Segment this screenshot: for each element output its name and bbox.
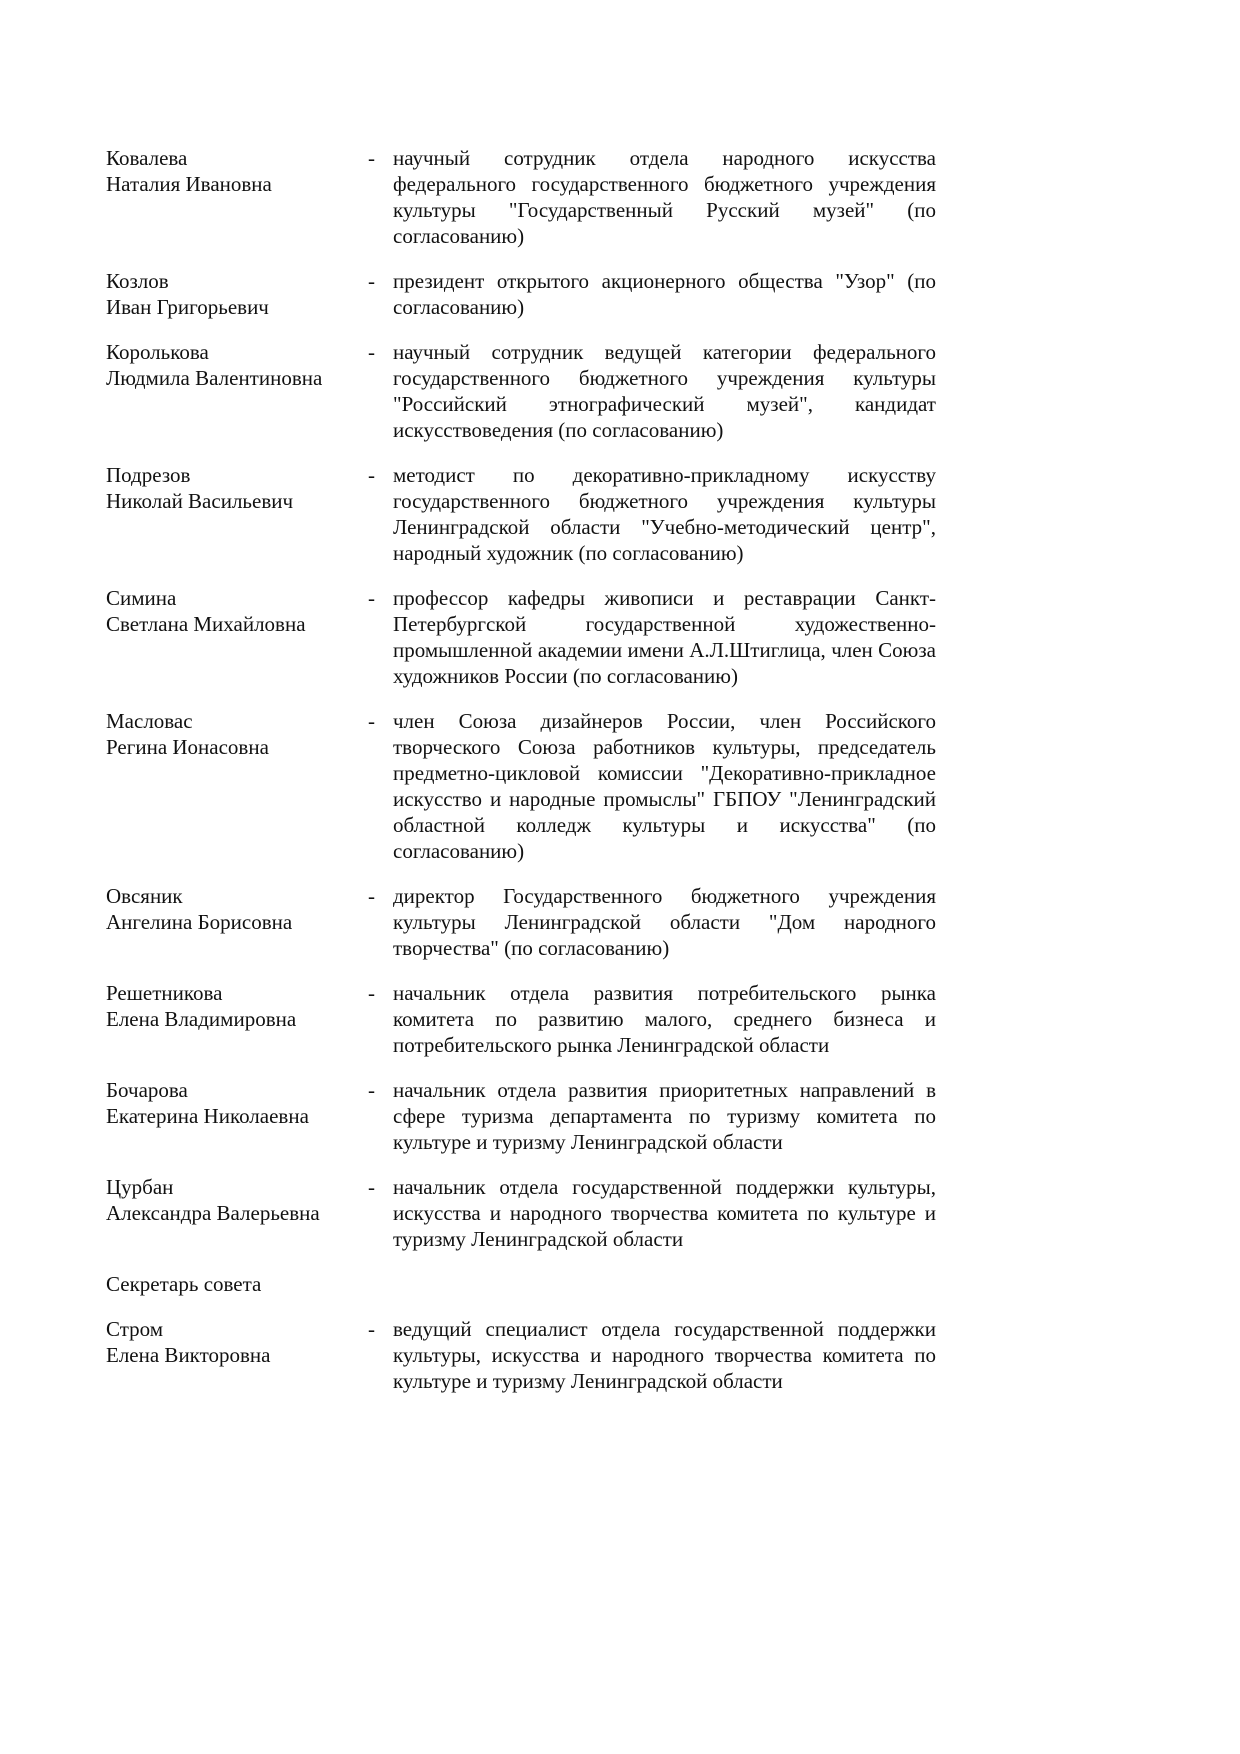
member-description: профессор кафедры живописи и реставрации Санкт-Петербургской государственной художественно-промышленной академии имени А.Л.Штиглица, член Союза художников России (по согласованию)	[393, 586, 936, 688]
member-description: начальник отдела развития приоритетных направлений в сфере туризма департамента по туризму комитета по культуре и туризму Ленинградской области	[393, 1078, 936, 1154]
member-description: директор Государственного бюджетного учреждения культуры Ленинградской области "Дом народного творчества" (по согласованию)	[393, 884, 936, 960]
dash-separator: -	[368, 1175, 375, 1199]
dash-separator: -	[368, 1078, 375, 1102]
member-given-name: Наталия Ивановна	[106, 172, 272, 196]
member-description: начальник отдела развития потребительского рынка комитета по развитию малого, среднего бизнеса и потребительского рынка Ленинградской области	[393, 981, 936, 1057]
member-given-name: Регина Ионасовна	[106, 735, 269, 759]
member-name	[106, 145, 368, 249]
member-entry	[106, 883, 936, 961]
member-description: президент открытого акционерного общества "Узор" (по согласованию)	[393, 269, 936, 319]
dash-separator: -	[368, 340, 375, 364]
secretary-section-title: Секретарь совета	[106, 1272, 262, 1296]
member-description: член Союза дизайнеров России, член Российского творческого Союза работников культуры, председатель предметно-цикловой комиссии "Декоративно-прикладное искусство и народные промыслы" ГБПОУ "Ленинградский областной колледж культуры и искусства" (по согласованию)	[393, 709, 936, 863]
member-given-name: Иван Григорьевич	[106, 295, 269, 319]
member-entry	[106, 708, 936, 864]
member-given-name: Светлана Михайловна	[106, 612, 306, 636]
member-name	[106, 708, 368, 864]
member-surname: Королькова	[106, 340, 209, 364]
member-name	[106, 883, 368, 961]
member-surname: Козлов	[106, 269, 169, 293]
dash-separator: -	[368, 146, 375, 170]
member-surname: Подрезов	[106, 463, 191, 487]
member-surname: Овсяник	[106, 884, 183, 908]
member-entry	[106, 462, 936, 566]
member-surname: Симина	[106, 586, 177, 610]
member-name	[106, 1316, 368, 1394]
secretary-entry	[106, 1316, 936, 1394]
dash-separator: -	[368, 463, 375, 487]
member-name	[106, 1077, 368, 1155]
member-description: методист по декоративно-прикладному искусству государственного бюджетного учреждения культуры Ленинградской области "Учебно-методический центр", народный художник (по согласованию)	[393, 463, 936, 565]
member-given-name: Екатерина Николаевна	[106, 1104, 309, 1128]
member-surname: Масловас	[106, 709, 193, 733]
member-entry	[106, 339, 936, 443]
member-given-name: Александра Валерьевна	[106, 1201, 320, 1225]
member-entry	[106, 585, 936, 689]
member-entry	[106, 980, 936, 1058]
member-entry	[106, 145, 936, 249]
member-given-name: Ангелина Борисовна	[106, 910, 293, 934]
dash-separator: -	[368, 709, 375, 733]
member-description: научный сотрудник отдела народного искусства федерального государственного бюджетного учреждения культуры "Государственный Русский музей" (по согласованию)	[393, 146, 936, 248]
member-given-name: Елена Владимировна	[106, 1007, 297, 1031]
member-given-name: Николай Васильевич	[106, 489, 294, 513]
member-given-name: Людмила Валентиновна	[106, 366, 323, 390]
member-surname: Ковалева	[106, 146, 188, 170]
member-given-name: Елена Викторовна	[106, 1343, 271, 1367]
member-entry	[106, 1174, 936, 1252]
member-description: научный сотрудник ведущей категории федерального государственного бюджетного учреждения культуры "Российский этнографический музей", кандидат искусствоведения (по согласованию)	[393, 340, 936, 442]
dash-separator: -	[368, 1317, 375, 1341]
member-surname: Стром	[106, 1317, 164, 1341]
member-name	[106, 585, 368, 689]
member-name	[106, 980, 368, 1058]
member-surname: Цурбан	[106, 1175, 174, 1199]
member-surname: Решетникова	[106, 981, 223, 1005]
member-entry	[106, 1077, 936, 1155]
member-name	[106, 1174, 368, 1252]
member-description: начальник отдела государственной поддержки культуры, искусства и народного творчества комитета по культуре и туризму Ленинградской области	[393, 1175, 936, 1251]
member-surname: Бочарова	[106, 1078, 188, 1102]
member-entry	[106, 268, 936, 320]
member-description: ведущий специалист отдела государственной поддержки культуры, искусства и народного творчества комитета по культуре и туризму Ленинградской области	[393, 1317, 936, 1393]
member-name	[106, 462, 368, 566]
member-name	[106, 268, 368, 320]
document-page	[106, 145, 936, 1413]
dash-separator: -	[368, 586, 375, 610]
dash-separator: -	[368, 884, 375, 908]
member-name	[106, 339, 368, 443]
dash-separator: -	[368, 269, 375, 293]
dash-separator: -	[368, 981, 375, 1005]
